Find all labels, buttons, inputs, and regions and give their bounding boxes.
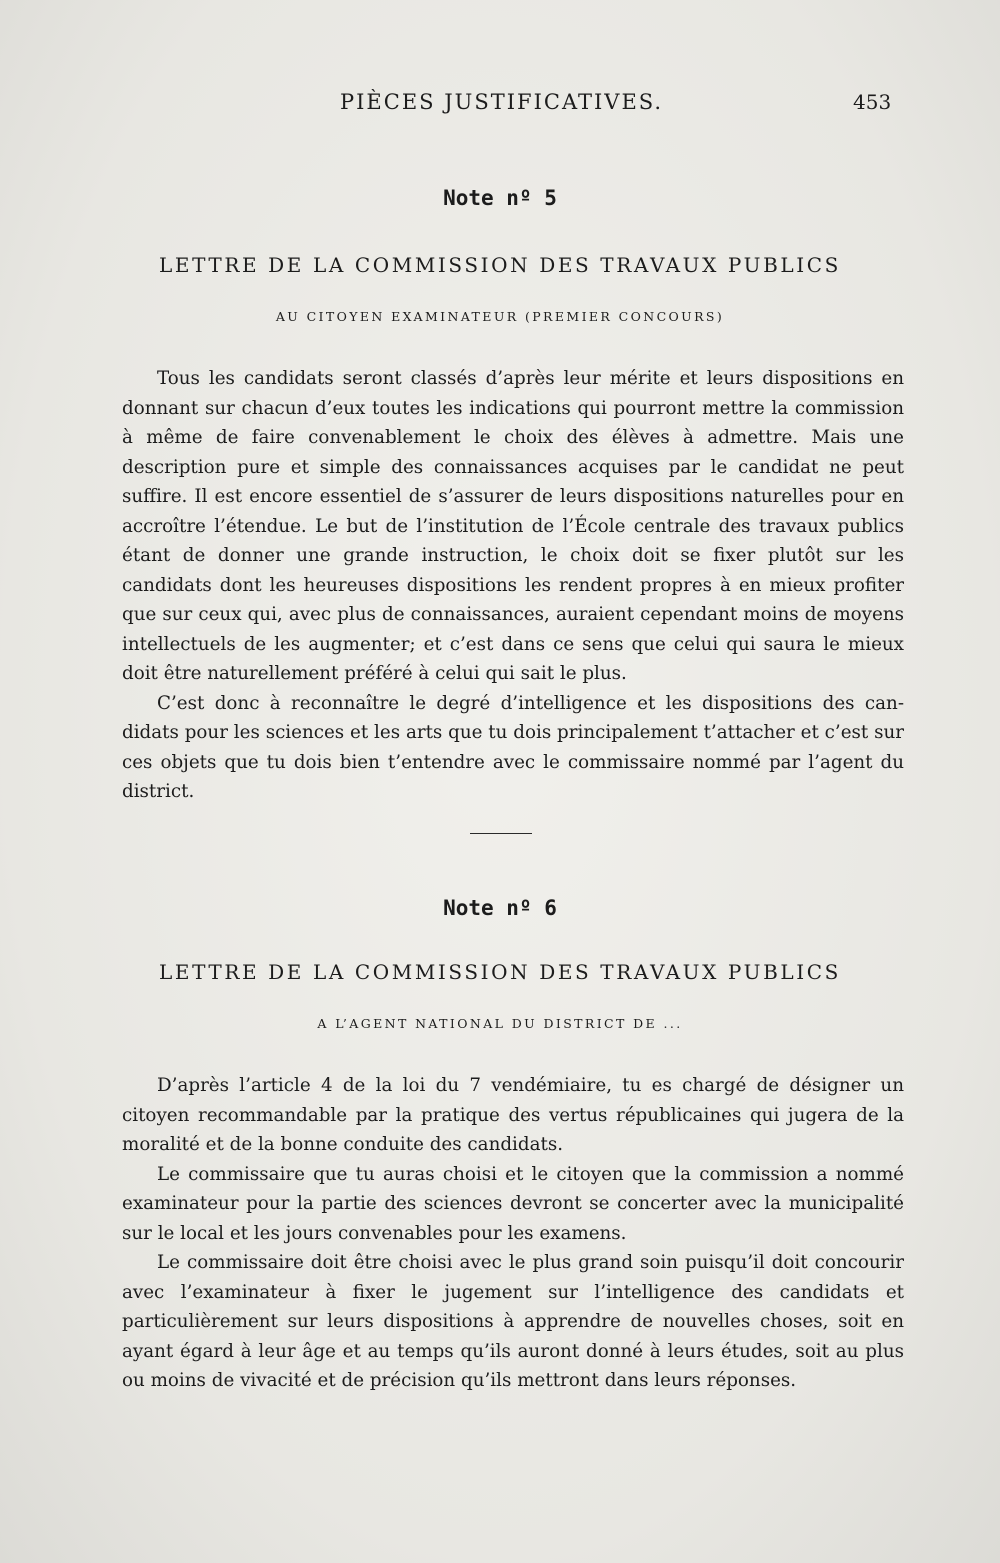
note-5-title: LETTRE DE LA COMMISSION DES TRAVAUX PUBLICS bbox=[159, 253, 841, 277]
note-5-body bbox=[122, 364, 904, 807]
note-6-paragraph: Le commissaire doit être choisi avec le plus grand soin puisqu’il doit concourir avec l’examinateur à fixer le jugement sur l’intelligence des candidats et particulièrement sur leurs dispositions à apprendre de nouvelles choses, soit en ayant égard à leur âge et au temps qu’ils auront donné à leurs études, soit au plus ou moins de vivacité et de précision qu’ils mettront dans leurs réponses. bbox=[122, 1252, 904, 1391]
note-5-paragraph: Tous les candidats seront classés d’après leur mérite et leurs dispositions en donnant sur chacun d’eux toutes les indications qui pourront mettre la commission à même de faire convenablement le choix des élèves à admettre. Mais une description pure et simple des connaissances acquises par le candidat ne peut suffire. Il est encore essentiel de s’assurer de leurs dispositions naturelles pour en accroître l’étendue. Le but de l’institution de l’École centrale des travaux publics étant de donner une grande instruction, le choix doit se fixer plutôt sur les candidats dont les heureuses dispositions les rendent propres à en mieux profiter que sur ceux qui, avec plus de connaissances, auraient cependant moins de moyens intellectuels de les augmenter; et c’est dans ce sens que celui qui saura le mieux doit être naturellement préféré à celui qui sait le plus. bbox=[122, 368, 904, 684]
note-6-paragraph: D’après l’article 4 de la loi du 7 vendémiaire, tu es chargé de désigner un citoyen recommandable par la pratique des vertus républicaines qui jugera de la moralité et de la bonne conduite des candidats. bbox=[122, 1075, 904, 1155]
page-number: 453 bbox=[853, 90, 892, 114]
section-separator bbox=[470, 833, 532, 834]
note-6-body bbox=[122, 1071, 904, 1396]
note-5-subtitle: AU CITOYEN EXAMINATEUR (PREMIER CONCOURS) bbox=[275, 309, 725, 324]
note-5-paragraph: C’est donc à reconnaître le degré d’intelligence et les dispositions des candidats pour les sciences et les arts que tu dois principalement t’attacher et c’est sur ces objets que tu dois bien t’entendre avec le commissaire nommé par l’agent du district. bbox=[122, 692, 904, 802]
running-title: PIÈCES JUSTIFICATIVES. bbox=[340, 90, 664, 114]
note-6-title: LETTRE DE LA COMMISSION DES TRAVAUX PUBLICS bbox=[159, 960, 841, 984]
note-6-subtitle: A L’AGENT NATIONAL DU DISTRICT DE ... bbox=[317, 1016, 683, 1031]
note-6-heading: Note nº 6 bbox=[443, 896, 557, 920]
note-5-heading: Note nº 5 bbox=[443, 186, 557, 210]
note-6-paragraph: Le commissaire que tu auras choisi et le citoyen que la commission a nommé examinateur pour la partie des sciences devront se concerter avec la municipalité sur le local et les jours convenables pour les examens. bbox=[122, 1163, 904, 1244]
running-header bbox=[0, 90, 1000, 120]
